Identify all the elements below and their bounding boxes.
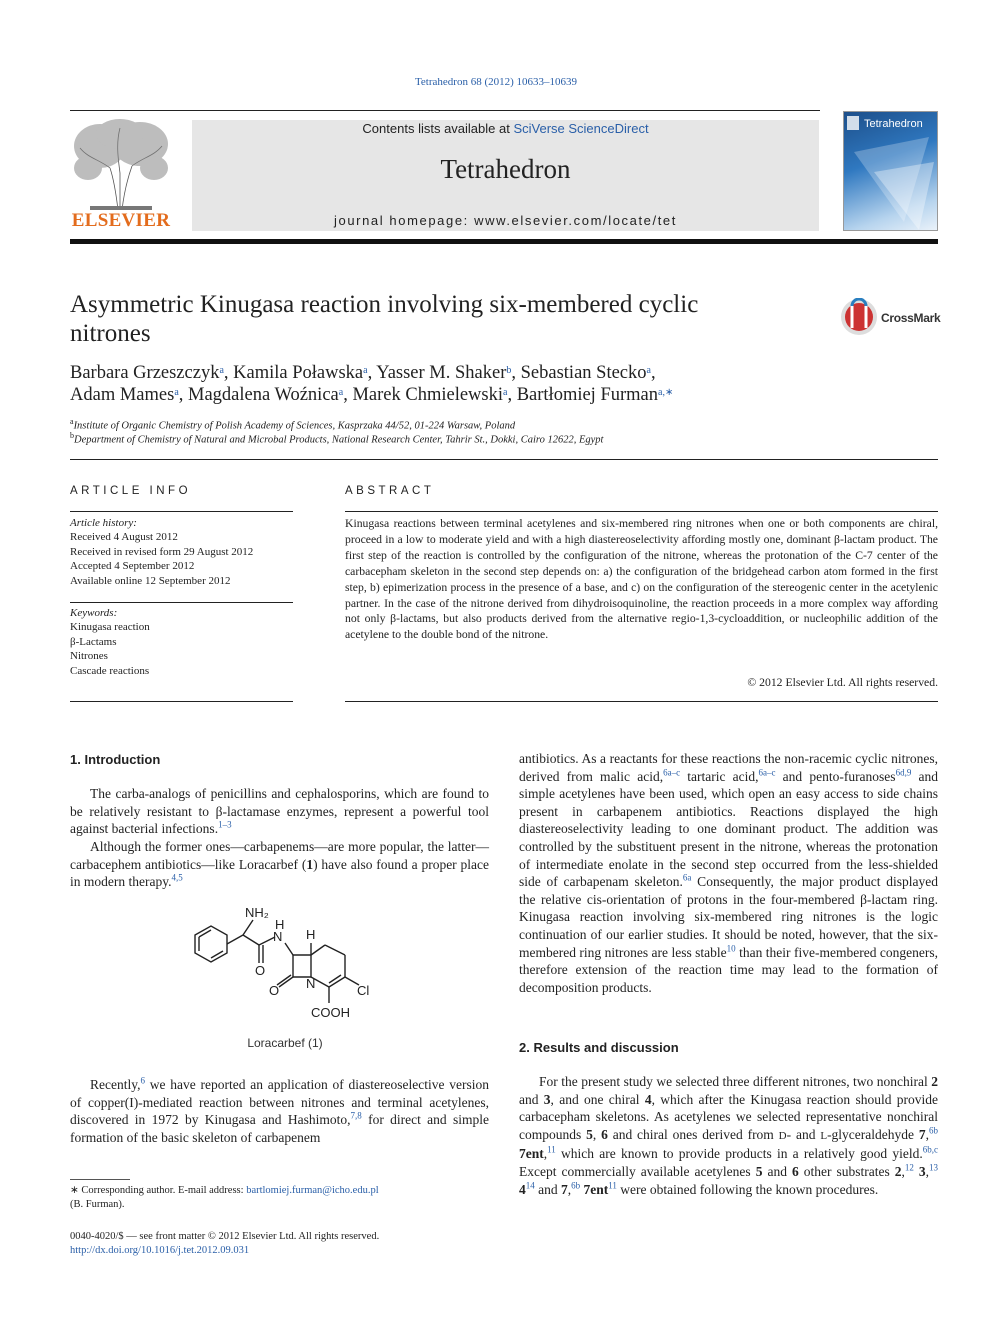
text-run: - and <box>786 1126 821 1142</box>
text-run: -glyceraldehyde <box>827 1126 919 1142</box>
author-affiliation-mark[interactable]: a <box>338 387 344 398</box>
footnote-rule <box>70 1179 130 1180</box>
author-list: Barbara Grzeszczyk$^a$, Kamila Poławska$^a$, Yasser M. Shaker$^b$, Sebastian Stecko$^a$, Adam Mames$^a$, Magdalena Woźnica$^a$, Marek Chmielewski$^a$, Bartłomiej Furman$^{a,∗}$ <box>70 363 674 405</box>
fig-label: COOH <box>311 1005 350 1020</box>
compound-ref[interactable]: 2 <box>931 1074 938 1089</box>
abstract-copyright: © 2012 Elsevier Ltd. All rights reserved. <box>747 676 938 689</box>
history-item: Received in revised form 29 August 2012 <box>70 545 254 558</box>
text-run: The carba-analogs of penicillins and cephalosporins, which are found to be relatively resistant to β-lactamase enzymes, represent a powerful tool against bacterial infections. <box>70 786 489 837</box>
compound-ref[interactable]: 3 <box>918 1163 926 1179</box>
text-run: Except commercially available acetylenes <box>519 1163 756 1179</box>
citation-link[interactable]: 12 <box>904 1162 914 1173</box>
history-item: Accepted 4 September 2012 <box>70 560 195 573</box>
compound-ref[interactable]: 2 <box>894 1163 902 1179</box>
affiliation-b <box>70 431 930 446</box>
text-run: For the present study we selected three different nitrones, two nonchiral <box>539 1074 932 1089</box>
keyword-item: Kinugasa reaction <box>70 621 150 634</box>
intro-paragraph-4 <box>519 750 938 996</box>
header-thick-rule <box>70 239 938 244</box>
text-run: D <box>778 1129 787 1142</box>
text-run: and <box>534 1181 561 1197</box>
author-affiliation-mark[interactable]: a <box>363 365 368 376</box>
article-info-label: ARTICLE INFO <box>70 485 192 497</box>
keyword-item: Cascade reactions <box>70 664 150 677</box>
citation-link[interactable]: 6d,9 <box>895 767 912 778</box>
text-run: and simple acetylenes have been used, which open an easy access to side chains present in carbapenem antibiotics. Reactions displayed the high diastereoselectivity leading to one dominant product. The addition was controlled by the substituent present in the nitrone, whereas the protonation of intermediate enolate in the second step occurred from the less-shielded side of carbapenam skeleton. <box>519 768 938 890</box>
citation-link[interactable]: 6b,c <box>922 1144 938 1155</box>
issn-line: 0040-4020/$ — see front matter © 2012 Elsevier Ltd. All rights reserved. <box>70 1231 380 1242</box>
intro-paragraph-3 <box>70 1076 489 1146</box>
compound-ref[interactable]: 7 <box>561 1181 568 1197</box>
author-affiliation-mark[interactable]: a <box>219 365 224 376</box>
affiliation-rule <box>70 459 938 460</box>
introduction-heading: 1. Introduction <box>70 752 161 767</box>
citation-link[interactable]: 1–3 <box>218 819 232 830</box>
contents-prefix: Contents lists available at <box>362 121 514 136</box>
doi-link[interactable]: http://dx.doi.org/10.1016/j.tet.2012.09.031 <box>70 1245 250 1256</box>
author-affiliation-mark[interactable]: a <box>503 387 508 398</box>
affiliation-mark: a <box>70 417 74 426</box>
intro-paragraph-1 <box>70 785 489 838</box>
affiliation-a <box>70 417 930 432</box>
text-run: tartaric acid, <box>680 768 759 784</box>
compound-ref[interactable]: 7ent <box>583 1181 609 1197</box>
text-run: were obtained following the known procedures. <box>616 1181 879 1197</box>
compound-ref[interactable]: 7 <box>918 1126 926 1142</box>
crossmark-badge[interactable] <box>840 298 940 338</box>
text-run: L <box>820 1129 828 1142</box>
author-name[interactable]: Marek Chmielewski <box>352 385 503 405</box>
citation-link[interactable]: 6a–c <box>663 767 681 778</box>
text-run: , <box>543 1146 548 1162</box>
author-name[interactable]: Magdalena Woźnica <box>188 385 339 405</box>
text-run: , and one chiral <box>550 1091 645 1107</box>
keywords-rule <box>70 602 293 603</box>
text-run: Consequently, the major product displayed the relative cis-orientation of protons in the four-membered β-lactam ring. Kinugasa reaction involving six-membered ring nitrones is the logic continuation of our earlier studies. It should be noted, however, that the six-membered ring nitrones are less stable <box>519 874 939 960</box>
fig-label: N <box>273 929 283 944</box>
compound-ref[interactable]: 6 <box>601 1126 608 1142</box>
abstract-bottom-rule <box>345 701 938 702</box>
intro-paragraph-2 <box>70 838 489 891</box>
text-run: which are known to provide products in a relatively good yield. <box>555 1146 923 1162</box>
citation-link[interactable]: 6b <box>571 1180 581 1191</box>
fig-label: Cl <box>357 983 370 998</box>
text-run: , <box>925 1126 929 1142</box>
article-history <box>70 516 295 588</box>
figure-caption: Loracarbef (1) <box>247 1036 323 1050</box>
text-run: ∗ Corresponding author. E-mail address: <box>70 1185 247 1196</box>
text-run: Recently, <box>90 1077 141 1092</box>
article-info-rule <box>70 511 293 512</box>
compound-ref[interactable]: 1 <box>306 856 314 872</box>
issn-doi-block <box>70 1230 520 1258</box>
fig-label: NH₂ <box>245 905 269 920</box>
text-run: antibiotics. As a reactants for these reactions the non-racemic cyclic nitrones, derived from malic acid, <box>519 751 938 784</box>
abstract-rule <box>345 511 938 512</box>
journal-cover-thumbnail[interactable] <box>843 111 938 231</box>
history-item: Received 4 August 2012 <box>70 531 178 544</box>
compound-ref[interactable]: 4 <box>519 1181 526 1197</box>
text-run: and chiral ones derived from <box>607 1126 779 1142</box>
author-name[interactable]: Barbara Grzeszczyk <box>70 363 220 383</box>
text-run: , which after the Kinugasa reaction should provide carbacepham skeletons. As acetylenes we selected representative nonchiral compounds <box>519 1091 938 1142</box>
keyword-item: β-Lactams <box>70 635 117 648</box>
compound-ref[interactable]: 6 <box>791 1163 799 1179</box>
history-item: Available online 12 September 2012 <box>70 574 231 587</box>
sciencedirect-link[interactable]: SciVerse ScienceDirect <box>513 121 649 136</box>
compound-ref[interactable]: 5 <box>755 1163 763 1179</box>
citation-link[interactable]: 4,5 <box>171 872 183 883</box>
citation-link[interactable]: 6 <box>140 1075 145 1086</box>
citation-link[interactable]: 14 <box>525 1180 535 1191</box>
text-run: , <box>901 1163 905 1179</box>
corresponding-author-footnote <box>70 1184 489 1212</box>
cover-title: Tetrahedron <box>864 118 923 130</box>
abstract-text: Kinugasa reactions between terminal acetylenes and six-membered ring nitrones when one or both components are chiral, proceed in a low to moderate yield and with a high diastereoselectivity affording mostly one, dominant β-lactam product. The first step of the reaction is controlled by the configuration of the nitrone, whereas the protonation of the C-7 center of the carbacepham skeleton in the second step depends on: a) the configuration of the bridgehead carbon atom formed in the first step, b) epimerization process in the presence of a base, and c) on the configuration of the stereogenic center in the acetylenic partner. In the case of the nitrone derived from dihydroisoquinoline, the reaction proceeds in a more complex way affording not only β-lactams, but also products derived from the alternative regio-1,3-cycloaddition, or nucleophilic addition of the acetylene to the double bond of the nitrone. <box>345 517 938 642</box>
affiliation-text: Institute of Organic Chemistry of Polish Academy of Sciences, Kasprzaka 44/52, 01-224 Warsaw, Poland <box>73 420 516 432</box>
fig-label: O <box>255 963 266 978</box>
keywords-heading: Keywords: <box>70 607 118 619</box>
citation-link[interactable]: 6a <box>682 872 692 883</box>
text-run: other substrates <box>798 1163 895 1179</box>
crossmark-label: CrossMark <box>881 311 941 325</box>
compound-ref[interactable]: 3 <box>543 1091 551 1107</box>
crossmark-icon <box>840 298 880 338</box>
journal-reference[interactable]: Tetrahedron 68 (2012) 10633–10639 <box>414 76 578 88</box>
text-run: we have reported an application of diastereoselective version of copper(I)-mediated reaction between nitrones and terminal acetylenes, discovered in 1972 by Kinugasa and Hashimoto, <box>70 1077 489 1128</box>
author-name[interactable]: Yasser M. Shaker <box>376 363 507 383</box>
compound-ref[interactable]: 4 <box>644 1091 652 1107</box>
author-affiliation-mark[interactable]: a <box>646 365 651 376</box>
header-rule <box>70 110 820 111</box>
fig-label: O <box>269 983 280 998</box>
abstract-label: ABSTRACT <box>345 485 435 497</box>
history-heading: Article history: <box>70 517 137 529</box>
journal-homepage[interactable]: journal homepage: www.elsevier.com/locate/tet <box>334 213 677 228</box>
text-run: and pento-furanoses <box>775 768 896 784</box>
journal-name: Tetrahedron <box>440 154 571 184</box>
author-affiliation-mark[interactable]: b <box>506 365 512 376</box>
citation-link[interactable]: 11 <box>608 1180 617 1191</box>
article-title: Asymmetric Kinugasa reaction involving six-membered cyclic nitrones <box>70 291 699 347</box>
text-run: , <box>925 1163 930 1179</box>
contents-line <box>192 121 819 136</box>
text-run: and <box>519 1091 544 1107</box>
citation-link[interactable]: 7,8 <box>350 1110 362 1121</box>
fig-label: H <box>306 927 316 942</box>
compound-ref[interactable]: 5 <box>586 1126 593 1142</box>
text-run: Although the former ones—carbapenems—are more popular, the latter—carbacephem antibiotics—like Loracarbef ( <box>70 839 489 872</box>
elsevier-wordmark: ELSEVIER <box>71 210 171 231</box>
citation-link[interactable]: 11 <box>547 1144 556 1155</box>
fig-label: H <box>275 917 285 932</box>
author-affiliation-mark[interactable]: a,∗ <box>658 387 674 398</box>
text-run: ) have also found a proper place in modern therapy. <box>70 856 489 890</box>
author-name[interactable]: Adam Mames <box>70 385 175 405</box>
citation-link[interactable]: 13 <box>929 1162 939 1173</box>
keyword-item: Nitrones <box>70 650 108 663</box>
text-run: , <box>567 1181 572 1197</box>
text-run: (B. Furman). <box>70 1199 125 1210</box>
citation-link[interactable]: 6b <box>929 1125 938 1136</box>
article-info-bottom-rule <box>70 701 293 702</box>
text-run: than their five-membered congeners, therefore extension of the reaction time may lead to the formation of decomposition products. <box>519 944 938 995</box>
compound-ref[interactable]: 7ent <box>519 1146 544 1162</box>
author-affiliation-mark[interactable]: a <box>174 387 179 398</box>
fig-label: N <box>306 976 316 991</box>
results-heading: 2. Results and discussion <box>519 1040 679 1055</box>
text-run: for direct and simple formation of the basic skeleton of carbapenem <box>70 1112 489 1145</box>
text-run: , <box>592 1126 602 1142</box>
author-email-link[interactable]: bartlomiej.furman@icho.edu.pl <box>246 1185 379 1196</box>
keywords-block <box>70 606 295 678</box>
citation-link[interactable]: 6a–c <box>758 767 776 778</box>
text-run: and <box>762 1163 792 1179</box>
author-name[interactable]: Bartłomiej Furman <box>516 385 659 405</box>
citation-link[interactable]: 10 <box>726 943 736 954</box>
author-name[interactable]: Sebastian Stecko <box>520 363 647 383</box>
affiliation-text: Department of Chemistry of Natural and Microbal Products, National Research Center, Tahrir St., Dokki, Cairo 12622, Egypt <box>74 434 604 446</box>
affiliation-mark: b <box>70 431 74 440</box>
results-paragraph-1 <box>519 1073 938 1198</box>
author-name[interactable]: Kamila Poławska <box>233 363 364 383</box>
